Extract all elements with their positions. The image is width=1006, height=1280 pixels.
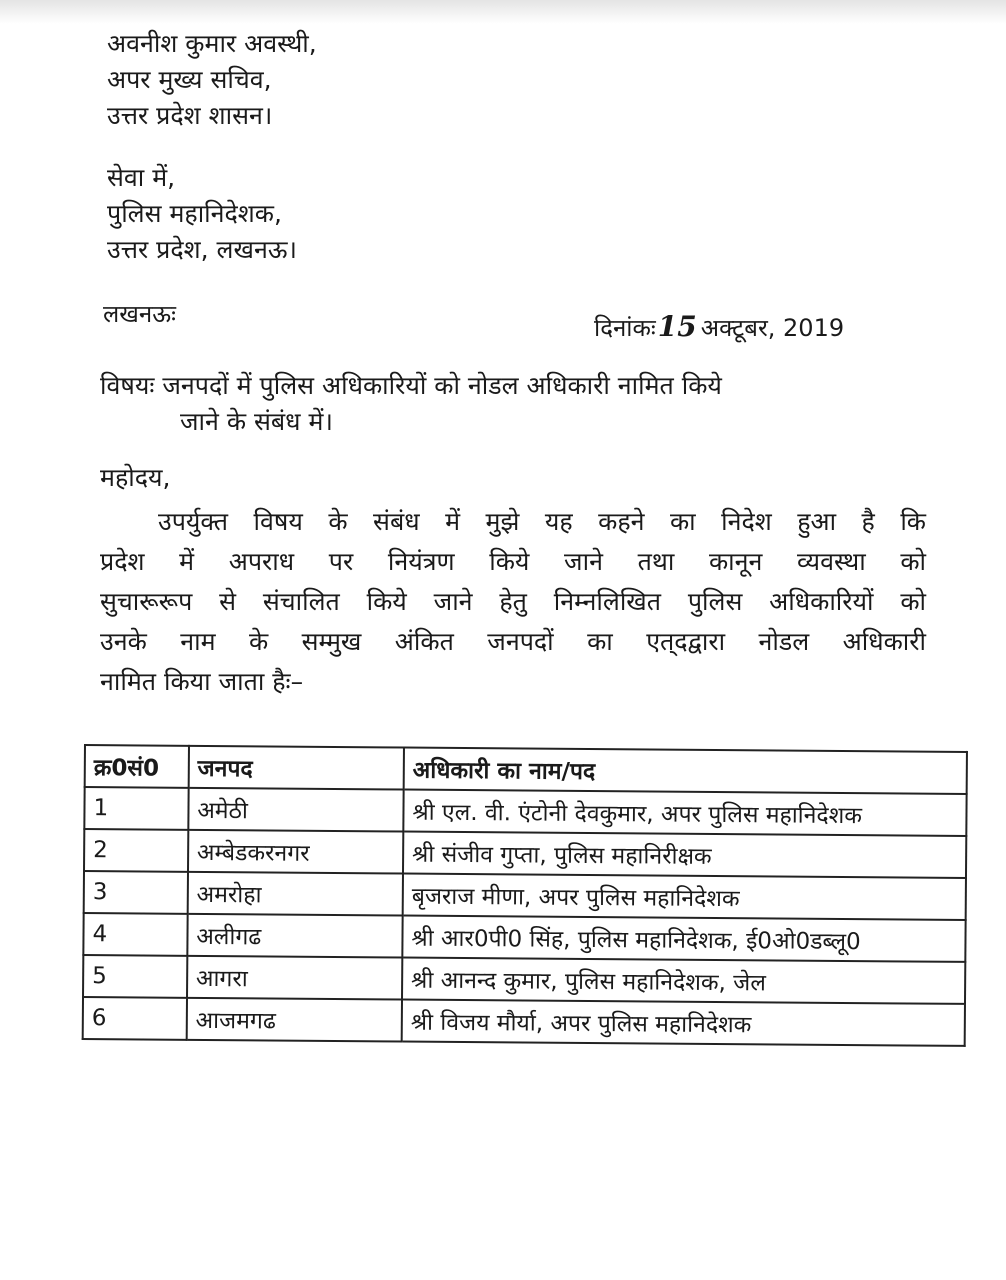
cell-district: अलीगढ: [187, 914, 402, 958]
cell-officer: श्री आनन्द कुमार, पुलिस महानिदेशक, जेल: [402, 958, 965, 1004]
cell-district: आजमगढ: [186, 998, 401, 1042]
sender-office: उत्तर प्रदेश शासन।: [107, 101, 273, 130]
cell-serial: 5: [83, 955, 187, 998]
subject-line-2: जाने के संबंध में।: [180, 407, 333, 436]
sender-designation: अपर मुख्य सचिव,: [107, 65, 272, 94]
sender-name: अवनीश कुमार अवस्थी,: [107, 29, 317, 58]
cell-district: अमरोहा: [187, 872, 402, 916]
cell-serial: 2: [84, 829, 188, 872]
table-row: [84, 787, 966, 836]
header-district: जनपद: [188, 746, 403, 790]
table-row: [83, 955, 965, 1004]
body-line: सुचारूरूप से संचालित किये जाने हेतु निम्नलिखित पुलिस अधिकारियों को: [100, 587, 926, 616]
recipient-salutation: सेवा में,: [107, 163, 176, 192]
body-line: प्रदेश में अपराध पर नियंत्रण किये जाने तथा कानून व्यवस्था को: [100, 547, 926, 576]
body-line: उनके नाम के सम्मुख अंकित जनपदों का एत्‌दद्वारा नोडल अधिकारी: [100, 627, 926, 656]
cell-officer: बृजराज मीणा, अपर पुलिस महानिदेशक: [403, 874, 966, 920]
cell-district: अम्बेडकरनगर: [188, 830, 403, 874]
cell-district: अमेठी: [188, 788, 403, 832]
recipient-location: उत्तर प्रदेश, लखनऊ।: [107, 235, 297, 264]
body-line: नामित किया जाता हैः–: [100, 667, 304, 696]
date: [594, 309, 844, 346]
cell-serial: 3: [84, 871, 188, 914]
subject-line-1: विषयः जनपदों में पुलिस अधिकारियों को नोडल अधिकारी नामित किये: [100, 371, 722, 400]
cell-serial: 4: [83, 913, 187, 956]
table-row: [84, 829, 966, 878]
cell-officer: श्री संजीव गुप्ता, पुलिस महानिरीक्षक: [403, 832, 966, 878]
date-day: 15: [657, 310, 697, 343]
header-serial: क्र0सं0: [85, 745, 189, 788]
cell-officer: श्री विजय मौर्या, अपर पुलिस महानिदेशक: [402, 1000, 965, 1046]
table-row: [84, 871, 966, 920]
place: लखनऊः: [103, 300, 176, 328]
table-row: [83, 913, 965, 962]
header-officer: अधिकारी का नाम/पद: [404, 748, 967, 794]
recipient-designation: पुलिस महानिदेशक,: [107, 199, 282, 228]
cell-serial: 1: [84, 787, 188, 830]
nodal-officers-table: [82, 744, 968, 1047]
cell-officer: श्री आर0पी0 सिंह, पुलिस महानिदेशक, ई0ओ0डब्लू0: [402, 916, 965, 962]
date-label: दिनांकः: [594, 314, 656, 342]
cell-officer: श्री एल. वी. एंटोनी देवकुमार, अपर पुलिस महानिदेशक: [403, 790, 966, 836]
table-row: [83, 997, 965, 1046]
cell-serial: 6: [83, 997, 187, 1040]
greeting: महोदय,: [100, 463, 171, 492]
cell-district: आगरा: [187, 956, 402, 1000]
body-line: उपर्युक्त विषय के संबंध में मुझे यह कहने का निदेश हुआ है कि: [158, 507, 926, 536]
table-header-row: [85, 745, 967, 794]
date-rest: अक्टूबर, 2019: [700, 314, 845, 342]
